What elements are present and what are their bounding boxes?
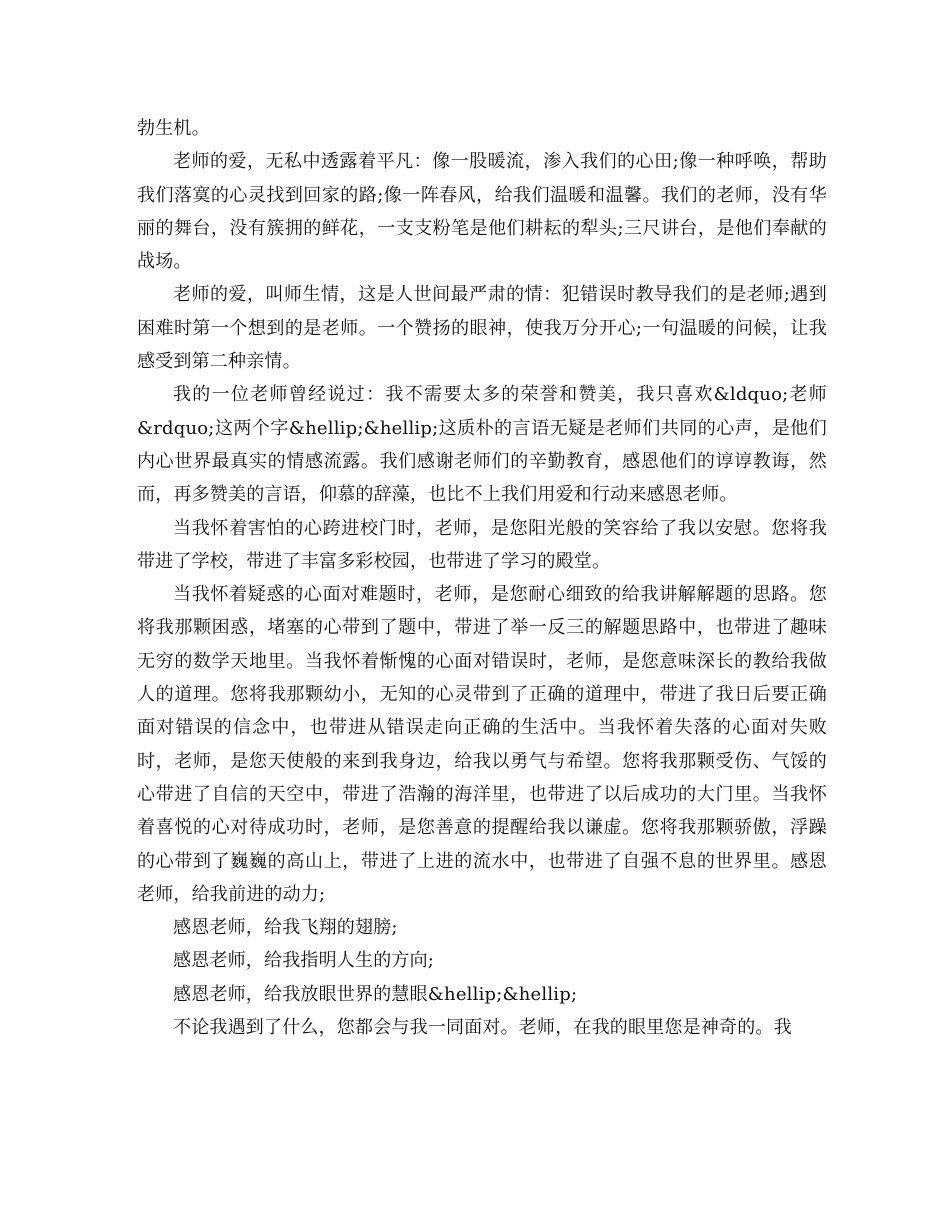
paragraph-9: 感恩老师，给我放眼世界的慧眼&hellip;&hellip;: [173, 983, 578, 1005]
paragraph-6: 当我怀着疑惑的心面对难题时，老师，是您耐心细致的给我讲解解题的思路。您将我那颗困惑，堵塞的心带到了题中，带进了举一反三的解题思路中，也带进了趣味无穷的数学天地里。当我怀着惭愧的心面对错误时，老师，是您意味深长的教给我做人的道理。您将我那颗幼小，无知的心灵带到了正确的道理中，带进了我日后要正确面对错误的信念中，也带进从错误走向正确的生活中。当我怀着失落的心面对失败时，老师，是您天使般的来到我身边，给我以勇气与希望。您将我那颗受伤、气馁的心带进了自信的天空中，带进了浩瀚的海洋里，也带进了以后成功的大门里。当我怀着喜悦的心对待成功时，老师，是您善意的提醒给我以谦虚。您将我那颗骄傲，浮躁的心带到了巍巍的高山上，带进了上进的流水中，也带进了自强不息的世界里。感恩老师，给我前进的动力;: [137, 584, 827, 905]
paragraph-7: 感恩老师，给我飞翔的翅膀;: [173, 917, 398, 939]
paragraph-2: 老师的爱，无私中透露着平凡：像一股暖流，渗入我们的心田;像一种呼唤，帮助我们落寞的心灵找到回家的路;像一阵春风，给我们温暖和温馨。我们的老师，没有华丽的舞台，没有簇拥的鲜花，一支支粉笔是他们耕耘的犁头;三尺讲台，是他们奉献的战场。: [137, 151, 827, 273]
paragraph-10: 不论我遇到了什么，您都会与我一同面对。老师，在我的眼里您是神奇的。我: [173, 1017, 792, 1039]
paragraph-8: 感恩老师，给我指明人生的方向;: [173, 950, 435, 972]
paragraph-5: 当我怀着害怕的心跨进校门时，老师，是您阳光般的笑容给了我以安慰。您将我带进了学校，带进了丰富多彩校园，也带进了学习的殿堂。: [137, 517, 827, 572]
document-body: [137, 112, 827, 1044]
paragraph-3: 老师的爱，叫师生情，这是人世间最严肃的情：犯错误时教导我们的是老师;遇到困难时第一个想到的是老师。一个赞扬的眼神，使我万分开心;一句温暖的问候，让我感受到第二种亲情。: [137, 284, 827, 373]
paragraph-1: 勃生机。: [137, 118, 210, 139]
paragraph-4: 我的一位老师曾经说过：我不需要太多的荣誉和赞美，我只喜欢&ldquo;老师&rdquo;这两个字&hellip;&hellip;这质朴的言语无疑是老师们共同的心声，是他们内心世界最真实的情感流露。我们感谢老师们的辛勤教育，感恩他们的谆谆教诲，然而，再多赞美的言语，仰慕的辞藻，也比不上我们用爱和行动来感恩老师。: [137, 384, 827, 506]
